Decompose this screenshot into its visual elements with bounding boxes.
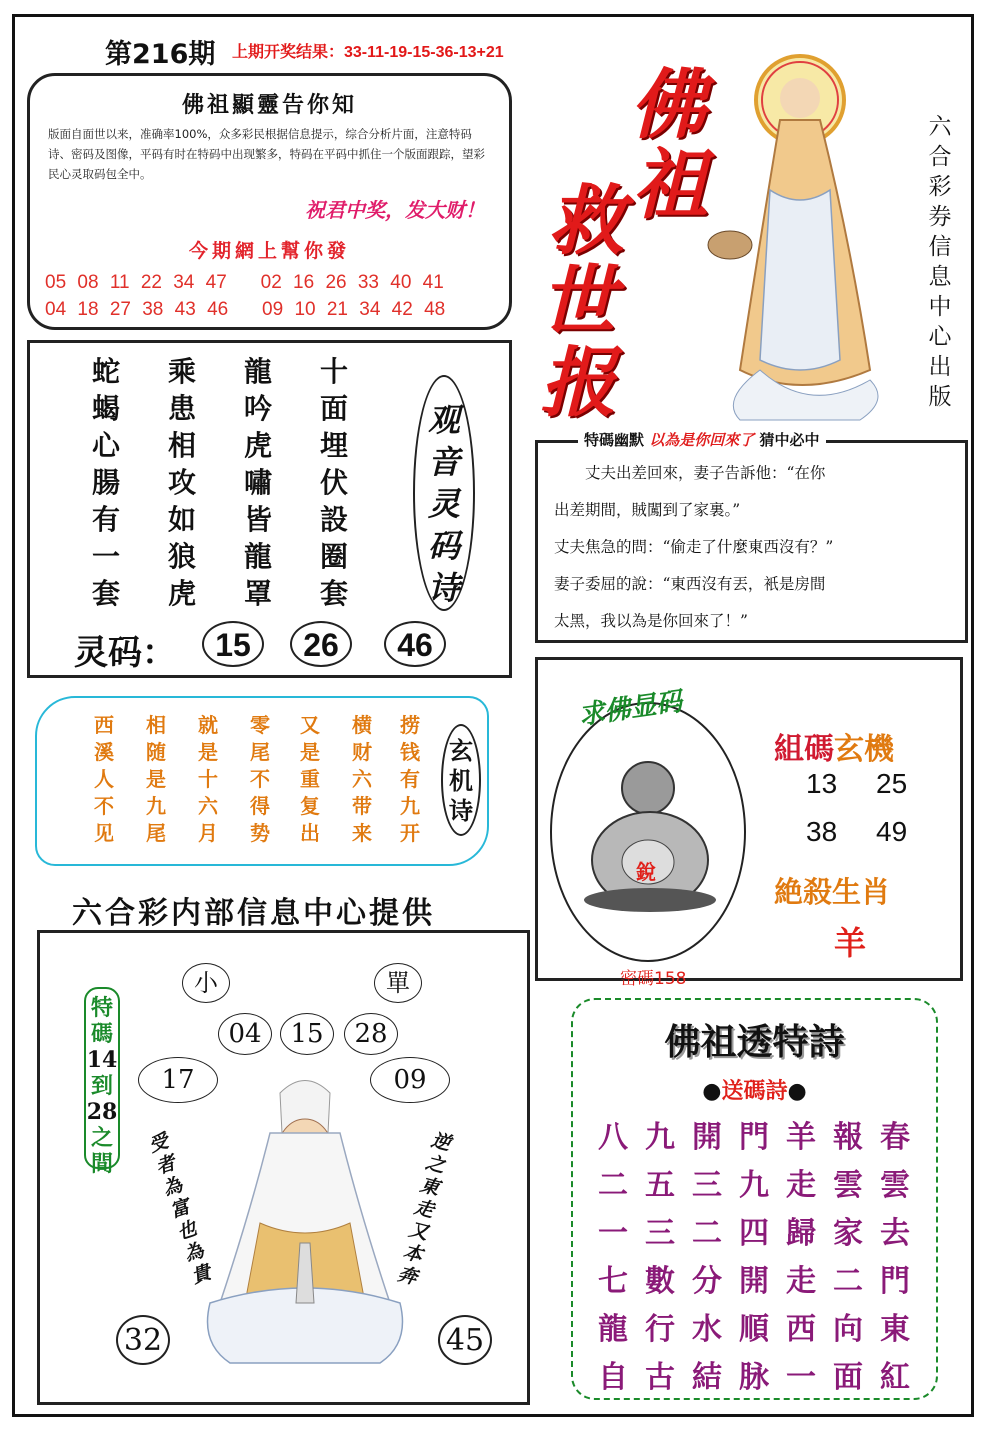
joke-text bbox=[554, 455, 951, 640]
fozu-poem-title: 佛祖透特詩 bbox=[664, 1021, 845, 1063]
number-circle: 15 bbox=[280, 1013, 334, 1055]
fozu-poem-box bbox=[571, 998, 938, 1400]
fozu-poem-column: 羊 走 歸 走 西 一 bbox=[786, 1120, 816, 1395]
lingma-number: 46 bbox=[384, 621, 446, 667]
tema-char: 間 bbox=[90, 1151, 113, 1177]
tag-single: 單 bbox=[374, 963, 422, 1003]
number-circle: 28 bbox=[344, 1013, 398, 1055]
joke-line: 丈夫出差回來，妻子告訴他：“在你 bbox=[554, 464, 826, 482]
number-circle: 09 bbox=[370, 1057, 450, 1103]
xuanji-column: 捞 钱 有 九 开 bbox=[400, 713, 420, 845]
bullet: ● bbox=[702, 1078, 722, 1104]
lingma-label: 灵码： bbox=[74, 633, 176, 673]
buddha-oval bbox=[550, 702, 746, 989]
title-char: 救 bbox=[548, 176, 624, 265]
tema-char: 特 bbox=[90, 995, 113, 1021]
zuma-title bbox=[774, 724, 894, 768]
xuanji-column: 西 溪 人 不 见 bbox=[94, 713, 114, 845]
lingma-number: 26 bbox=[290, 621, 352, 667]
xuanji-label: 玄 机 诗 bbox=[441, 724, 481, 836]
jue-sha-animal: 羊 bbox=[834, 924, 867, 962]
joke-line: 太黑，我以為是你回來了！” bbox=[554, 612, 748, 630]
tema-char: 之 bbox=[90, 1125, 113, 1151]
buddha-title: 求佛显码 bbox=[576, 686, 684, 732]
guanyin-poem-box bbox=[27, 340, 512, 678]
title-char: 报 bbox=[540, 338, 616, 427]
left-vertical-text: 受 者 為 富 也 為 貴 bbox=[146, 1130, 214, 1289]
number-circle: 04 bbox=[218, 1013, 272, 1055]
tema-number: 28 bbox=[86, 1099, 118, 1125]
zuma-number: 38 bbox=[806, 816, 838, 847]
zuma-number: 49 bbox=[876, 816, 908, 847]
last-result: 上期开奖结果：33-11-19-15-36-13+21 bbox=[232, 44, 504, 61]
guanyin-oval-title: 观 音 灵 码 诗 bbox=[413, 375, 475, 611]
number-circle: 32 bbox=[116, 1315, 170, 1365]
notice-body: 版面自面世以来，准确率100%，众多彩民根据信息提示，综合分析片面，注意特码诗、密码及图像，平码有时在特码中出现繁多，特码在平码中抓住一个版面跟踪，望彩民心灵取码包全中。 bbox=[48, 127, 485, 181]
number-circle: 17 bbox=[138, 1057, 218, 1103]
fozu-poem-column: 八 二 一 七 龍 自 bbox=[598, 1120, 628, 1395]
notice-wish: 祝君中奖，发大财！ bbox=[305, 198, 485, 222]
fozu-poem-column: 春 雲 去 門 東 紅 bbox=[880, 1120, 910, 1395]
fozu-poem-column: 開 三 二 分 水 結 bbox=[692, 1120, 722, 1395]
zuma-number: 25 bbox=[876, 768, 908, 799]
guanyin-standing-illustration bbox=[700, 40, 910, 430]
fozu-poem-column: 報 雲 家 二 向 面 bbox=[833, 1120, 863, 1395]
tema-char: 碼 bbox=[90, 1021, 113, 1047]
joke-line: 丈夫焦急的問：“偷走了什麼東西沒有？” bbox=[554, 538, 834, 556]
xuanji-column: 又 是 重 复 出 bbox=[300, 713, 320, 845]
laughing-buddha-illustration bbox=[582, 752, 718, 912]
tema-char: 到 bbox=[90, 1073, 113, 1099]
seal-char: 銳 bbox=[636, 860, 656, 884]
joke-line: 出差期間，賊闖到了家裏。” bbox=[554, 501, 741, 519]
seated-guanyin-illustration bbox=[200, 1073, 410, 1403]
joke-line: 妻子委屈的說：“東西沒有丟，衹是房間 bbox=[554, 575, 826, 593]
net-title: 今期網上幫你發 bbox=[188, 240, 350, 262]
fozu-poem-column: 九 五 三 數 行 古 bbox=[645, 1120, 675, 1395]
joke-header bbox=[578, 429, 826, 450]
number-row-1: 05 08 11 22 34 47 02 16 26 33 40 41 bbox=[45, 272, 444, 293]
publisher-vertical: 六 合 彩 券 信 息 中 心 出 版 bbox=[928, 114, 952, 410]
joke-header-title: 以為是你回來了 bbox=[649, 431, 755, 449]
xuanji-column: 横 财 六 带 来 bbox=[352, 713, 372, 845]
fozu-poem-column: 門 九 四 開 順 脉 bbox=[739, 1120, 769, 1395]
title-char: 世 bbox=[540, 256, 616, 345]
poem-column: 乘 患 相 攻 如 狼 虎 bbox=[167, 355, 196, 610]
issue-number: 第216期 bbox=[105, 39, 216, 70]
xuanji-column: 相 随 是 九 尾 bbox=[146, 713, 166, 845]
joke-box bbox=[535, 431, 968, 643]
poem-column: 蛇 蝎 心 腸 有 一 套 bbox=[91, 355, 120, 610]
fozu-poem-subtitle: 送碼詩 bbox=[721, 1078, 788, 1104]
notice-title: 佛祖顯靈告你知 bbox=[181, 92, 357, 118]
provider-text: 六合彩内部信息中心提供 bbox=[72, 896, 435, 931]
bullet: ● bbox=[787, 1078, 807, 1104]
poem-column: 十 面 埋 伏 設 圈 套 bbox=[319, 355, 348, 610]
jue-sha-title: 絶殺生肖 bbox=[774, 875, 891, 909]
tema-number: 14 bbox=[86, 1047, 118, 1073]
right-vertical-text: 逆 之 東 走 又 本 奔 bbox=[395, 1129, 453, 1289]
xuanji-scroll bbox=[35, 696, 489, 866]
zuma-title-a: 組碼 bbox=[774, 732, 834, 767]
fozu-poem-subtitle-row bbox=[573, 1074, 936, 1105]
zuma-title-b: 玄機 bbox=[834, 732, 894, 767]
title-char: 佛 bbox=[630, 60, 706, 149]
buddha-box bbox=[535, 657, 963, 989]
mima-text: 密碼158 bbox=[620, 969, 687, 989]
notice-box bbox=[27, 73, 512, 330]
zuma-number: 13 bbox=[806, 768, 838, 799]
seated-guanyin-box bbox=[37, 930, 530, 1405]
joke-header-note: 猜中必中 bbox=[759, 431, 820, 449]
joke-header-label: 特碼幽默 bbox=[584, 431, 645, 449]
tema-range bbox=[84, 987, 120, 1177]
poem-column: 龍 吟 虎 嘯 皆 龍 罩 bbox=[243, 355, 272, 610]
xuanji-column: 零 尾 不 得 势 bbox=[250, 713, 270, 845]
title-char: 祖 bbox=[632, 140, 708, 229]
lingma-number: 15 bbox=[202, 621, 264, 667]
number-row-2: 04 18 27 38 43 46 09 10 21 34 42 48 bbox=[45, 299, 446, 320]
xuanji-column: 就 是 十 六 月 bbox=[198, 713, 218, 845]
tag-small: 小 bbox=[182, 963, 230, 1003]
number-circle: 45 bbox=[438, 1315, 492, 1365]
